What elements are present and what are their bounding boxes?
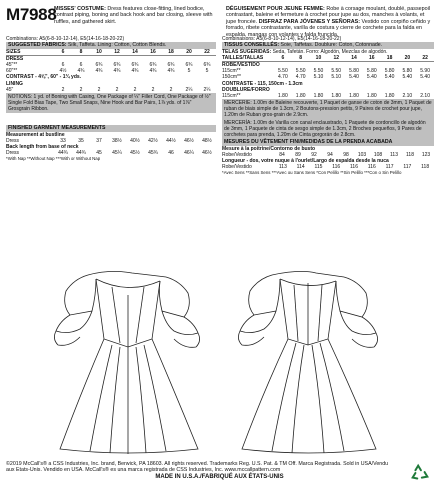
metrage-cell: 5.80 bbox=[366, 68, 377, 75]
recycle-icon bbox=[409, 462, 431, 484]
measure-cell: 108 bbox=[373, 151, 383, 158]
yardage-cell: 6 bbox=[79, 62, 83, 68]
dress-label: DRESS bbox=[6, 55, 24, 62]
size-cell: 20 bbox=[404, 54, 411, 61]
fabrics-text: Silk, Taffeta. Lining: Cotton, Cotton Blends. bbox=[67, 42, 167, 49]
yardage-cell: 6¾ bbox=[131, 62, 139, 68]
pattern-code: M7988 bbox=[6, 5, 57, 24]
metrage-cell: 1.80 bbox=[295, 92, 306, 99]
size-cell: 22 bbox=[422, 54, 428, 61]
description-en-text: Dress features close-fitting, lined bodice, contrast piping, boning and back hook and bar closing, sleeve with ruffles, and gathered skirt. bbox=[54, 6, 213, 25]
metrage-cell: 5.10 bbox=[313, 74, 324, 81]
size-cell: 20 bbox=[186, 48, 192, 55]
metrage-cell: 2.10 bbox=[420, 92, 430, 99]
yardage-cell: 2 bbox=[115, 86, 119, 93]
yardage-cell: 4¾ bbox=[113, 68, 121, 75]
metrage-cell: 5.80 bbox=[384, 68, 395, 75]
measure-cell: 116 bbox=[332, 164, 341, 171]
measure-cell: 33 bbox=[60, 137, 66, 144]
yardage-cell: 4¾ bbox=[167, 68, 175, 75]
measure-cell: 46½ bbox=[202, 150, 212, 157]
measure-cell: 103 bbox=[357, 151, 367, 158]
description-en bbox=[54, 6, 218, 25]
measure-cell: 45¼ bbox=[112, 150, 122, 157]
measure-cell: 46 bbox=[168, 150, 174, 157]
yardage-cell: 2 bbox=[133, 86, 137, 93]
footer bbox=[6, 461, 433, 480]
measure-cell: 113 bbox=[278, 164, 287, 171]
metrage-cell: 5.80 bbox=[349, 68, 359, 75]
combinations: Combinations: A5(6-8-10-12-14), E5(14-16-18-20-22) bbox=[6, 36, 125, 42]
metrage-cell: 1.80 bbox=[366, 92, 377, 99]
measure-cell: 117 bbox=[403, 164, 412, 171]
metrage-cell: 4.70 bbox=[278, 74, 288, 81]
metrage-cell: 5.50 bbox=[313, 68, 324, 75]
row-label: 45" bbox=[6, 86, 14, 93]
metrage-cell: 5.10 bbox=[331, 74, 342, 81]
measure-cell: 42½ bbox=[148, 137, 158, 144]
size-cell: 12 bbox=[333, 54, 340, 61]
size-cell: 6 bbox=[281, 54, 285, 61]
merceria: MERCERÍA: 1.00m de Varilla con canal enclaustrado, 1 Paquete de cordoncillo de algodón de 3mm, 1 Paquete de cinta de sesgo simple de 1.3cm, 2 Broches pequeños, 9 Pares de corchetes para prenda, 1.20m de Cinta gorgorán de 2.8cm. bbox=[222, 119, 434, 139]
header bbox=[6, 6, 433, 40]
metrage-cell: 5.80 bbox=[402, 68, 413, 75]
yardage-cell: 4¾ bbox=[149, 68, 157, 75]
size-cell: 16 bbox=[369, 54, 375, 61]
measure-cell: 45 bbox=[96, 150, 102, 157]
metrage-cell: 5.50 bbox=[295, 68, 306, 75]
dress-front-drawing bbox=[54, 271, 199, 454]
english-chart bbox=[6, 36, 216, 162]
row-label: Dress bbox=[6, 137, 20, 144]
row-label: Robe/Vestido bbox=[222, 164, 252, 171]
size-cell: 10 bbox=[315, 54, 322, 61]
row-label: 115cm** bbox=[222, 68, 241, 75]
measure-cell: 35 bbox=[78, 137, 84, 144]
row-label: 115cm** bbox=[222, 92, 241, 99]
measure-cell: 117 bbox=[385, 164, 394, 171]
measure-cell: 45½ bbox=[130, 150, 140, 157]
yardage-cell: 6¾ bbox=[185, 62, 193, 68]
sens-note: *Avec Sens **Sans Sens ***Avec ou Sans Sens *Con Pelillo **Sin Pelillo ***Con o Sin Pelillo bbox=[222, 170, 402, 176]
measure-cell: 115 bbox=[314, 164, 323, 171]
made-in: MADE IN U.S.A./FABRIQUÉ AUX ÉTATS-UNIS bbox=[155, 473, 284, 480]
metrage-cell: 1.80 bbox=[331, 92, 342, 99]
yardage-cell: 6¾ bbox=[149, 62, 157, 68]
tissus-label: TISSUS CONSEILLÉS: bbox=[224, 42, 280, 49]
metrage-cell: 5.50 bbox=[331, 68, 342, 75]
nap-note: *With Nap **Without Nap ***With or Without Nap bbox=[6, 156, 101, 162]
yardage-cell: 4¾ bbox=[95, 68, 103, 75]
telas-text: Seda, Tafetán. Forro: Algodón, Mezclas de algodón. bbox=[272, 48, 388, 55]
description-fr-title: DÉGUISEMENT POUR JEUNE FEMME: bbox=[226, 6, 325, 12]
mercerie: MERCERIE: 1.00m de Baleine recouverte, 1 Paquet de ganse de coton de 3mm, 1 Paquet de ruban de biais simple de 1.3cm, 2 Boutons-pression petits, 9 Paires de crochet pour jupe, 1.20m de Ruban gros-grain de 2.9cm. bbox=[222, 99, 434, 119]
yardage-cell: 6¾ bbox=[113, 62, 121, 68]
size-cell: 8 bbox=[79, 48, 83, 55]
size-cell: 14 bbox=[351, 54, 357, 61]
sizes-label: SIZES bbox=[6, 48, 21, 55]
size-cell: 18 bbox=[168, 48, 174, 55]
yardage-cell: 5 bbox=[205, 68, 209, 75]
yardage-cell: 4¾ bbox=[77, 68, 85, 75]
telas-label: TELAS SUGERIDAS: bbox=[222, 48, 272, 55]
yardage-cell: 6¾ bbox=[95, 62, 103, 68]
size-cell: 6 bbox=[61, 48, 65, 55]
yardage-cell: 4¾ bbox=[131, 68, 139, 75]
bust-label-text: Measurement at bustline bbox=[6, 131, 65, 138]
yardage-cell: 2 bbox=[79, 86, 83, 93]
measure-cell: 48½ bbox=[202, 137, 212, 144]
size-cell: 12 bbox=[114, 48, 120, 55]
row-label: 150cm** bbox=[222, 74, 241, 81]
metrage-cell: 5.40 bbox=[402, 74, 413, 81]
metrage-cell: 1.80 bbox=[278, 92, 288, 99]
measure-cell: 46½ bbox=[184, 137, 194, 144]
yardage-cell: 6 bbox=[61, 62, 65, 68]
measure-cell: 98 bbox=[343, 151, 349, 158]
measure-cell: 38½ bbox=[112, 137, 122, 144]
back-label-text: Back length from base of neck bbox=[6, 143, 79, 150]
notions: NOTIONS: 1 yd. of Boning with Casing, One Package of ¼" Filler Cord, One Package of ½" Single Fold Bias Tape, Two Small Snaps, Nine Hook and Bar Pairs, 1⅞ yds. of 1⅞" Grosgrain Ribbon. bbox=[6, 93, 216, 113]
description-en-title: MISSES' COSTUME: bbox=[54, 6, 106, 12]
yardage-cell: 2 bbox=[97, 86, 101, 93]
measure-cell: 89 bbox=[295, 151, 301, 158]
measure-cell: 44½ bbox=[166, 137, 176, 144]
measure-cell: 116 bbox=[350, 164, 358, 171]
robe-label: ROBE/VESTIDO bbox=[222, 61, 260, 68]
size-cell: 10 bbox=[96, 48, 102, 55]
measure-cell: 46¼ bbox=[184, 150, 194, 157]
metrage-cell: 5.50 bbox=[278, 68, 288, 75]
metrage-cell: 1.80 bbox=[384, 92, 395, 99]
yardage-cell: 4½ bbox=[59, 68, 67, 75]
description-fr-text: Robe à corsage moulant, doublé, passepoil contrastant, baleine et fermeture à crochet pour jupe au dos, manches à volants, et jupe froncée. bbox=[226, 6, 431, 25]
measure-cell: 92 bbox=[311, 151, 317, 158]
tailles-label: TAILLES/TALLAS bbox=[222, 54, 264, 61]
lining-label: LINING bbox=[6, 80, 23, 87]
row-label: 60"** bbox=[6, 68, 18, 75]
size-cell: 22 bbox=[204, 48, 210, 55]
lining-45-row bbox=[6, 87, 216, 93]
french-spanish-chart bbox=[222, 36, 434, 176]
description-es-text: Vestido con corpiño ceñido y forrado, ribete contrastante, varilla de costura y cierre de corchete para la falda en espalda, mangas con volantes y falda fruncida. bbox=[226, 18, 431, 38]
yardage-cell: 2¼ bbox=[185, 86, 193, 93]
row-label: Robe/Vestido bbox=[222, 151, 252, 158]
measure-cell: 114 bbox=[296, 164, 305, 171]
sizes-row bbox=[6, 49, 216, 56]
row-label: Dress bbox=[6, 150, 20, 157]
description-fr-es bbox=[226, 6, 433, 38]
mesures-bar: MESURES DU VÊTEMENT FINI/MEDIDAS DE LA PRENDA ACABADA bbox=[222, 139, 434, 146]
yardage-cell: 2¼ bbox=[203, 86, 211, 93]
dress-line-drawings bbox=[0, 265, 439, 457]
fabrics-label: SUGGESTED FABRICS: bbox=[8, 42, 67, 49]
measure-cell: 45¾ bbox=[148, 150, 158, 157]
size-cell: 14 bbox=[132, 48, 138, 55]
yardage-cell: 2 bbox=[151, 86, 155, 93]
metrage-cell: 5.40 bbox=[366, 74, 377, 81]
longueur-label-text: Longueur - dos, votre nuque à l'ourlet/Largo de espalda desde la nuca bbox=[222, 158, 389, 165]
measure-cell: 123 bbox=[421, 151, 431, 158]
metrage-cell: 5.90 bbox=[420, 68, 430, 75]
size-cell: 18 bbox=[386, 54, 393, 61]
measure-cell: 84 bbox=[279, 151, 285, 158]
measure-cell: 94 bbox=[327, 151, 333, 158]
yardage-cell: 2 bbox=[61, 86, 65, 93]
measure-cell: 113 bbox=[390, 151, 398, 158]
yardage-cell: 5 bbox=[187, 68, 191, 75]
row-label: 45"** bbox=[6, 62, 18, 68]
description-es-title: DISFRAZ PARA JÓVENES Y SEÑORAS: bbox=[258, 18, 361, 25]
copyright: ©2019 McCall's® a CSS Industries, Inc. brand, Berwick, PA 18603. All rights reserved. Trademarks Reg. U.S. Pat. & TM Off. Marca Registrada. Sold in USA/Vendu aux Etats-Unis. Vendido en USA. McCall's® es una marca registrada de CSS Industries, Inc. www.mccallpattern.com bbox=[6, 461, 389, 474]
finished-bar: FINISHED GARMENT MEASUREMENTS bbox=[6, 125, 216, 132]
combinaisons: Combinaisons: A5(6-8-10-12-14), E5(14-16-18-20-22) bbox=[222, 36, 342, 42]
measure-cell: 44¾ bbox=[58, 150, 68, 157]
metrage-cell: 1.80 bbox=[349, 92, 359, 99]
measure-cell: 116 bbox=[367, 164, 376, 171]
tissus-text: Soie, Taffetas. Doublure: Coton, Cotonnade. bbox=[280, 42, 383, 49]
measure-cell: 118 bbox=[421, 164, 430, 171]
metrage-cell: 5.40 bbox=[349, 74, 359, 81]
measure-cell: 37 bbox=[96, 137, 102, 144]
yardage-cell: 2 bbox=[169, 86, 173, 93]
doublure-115-row bbox=[222, 93, 434, 99]
doublure-label: DOUBLURE/FORRO bbox=[222, 86, 270, 93]
measure-cell: 118 bbox=[406, 151, 414, 158]
contraste-text: CONTRASTE - 115, 150cm - 1.3cm bbox=[222, 80, 303, 87]
size-cell: 16 bbox=[150, 48, 156, 55]
contrast-text: CONTRAST - 4⅝", 60" - 1¾ yds. bbox=[6, 74, 82, 81]
metrage-cell: 5.40 bbox=[420, 74, 430, 81]
metrage-cell: 1.80 bbox=[313, 92, 324, 99]
poitrine-label-text: Mesure à la poitrine/Contorno de busto bbox=[222, 145, 316, 152]
metrage-cell: 4.70 bbox=[295, 74, 306, 81]
metrage-cell: 2.10 bbox=[402, 92, 413, 99]
dress-back-drawing bbox=[238, 271, 377, 453]
yardage-cell: 6¾ bbox=[203, 62, 211, 68]
metrage-cell: 5.40 bbox=[384, 74, 395, 81]
size-cell: 8 bbox=[299, 54, 303, 61]
tailles-row bbox=[222, 55, 434, 62]
yardage-cell: 6¾ bbox=[167, 62, 175, 68]
measure-cell: 40½ bbox=[130, 137, 140, 144]
measure-cell: 44¾ bbox=[76, 150, 86, 157]
